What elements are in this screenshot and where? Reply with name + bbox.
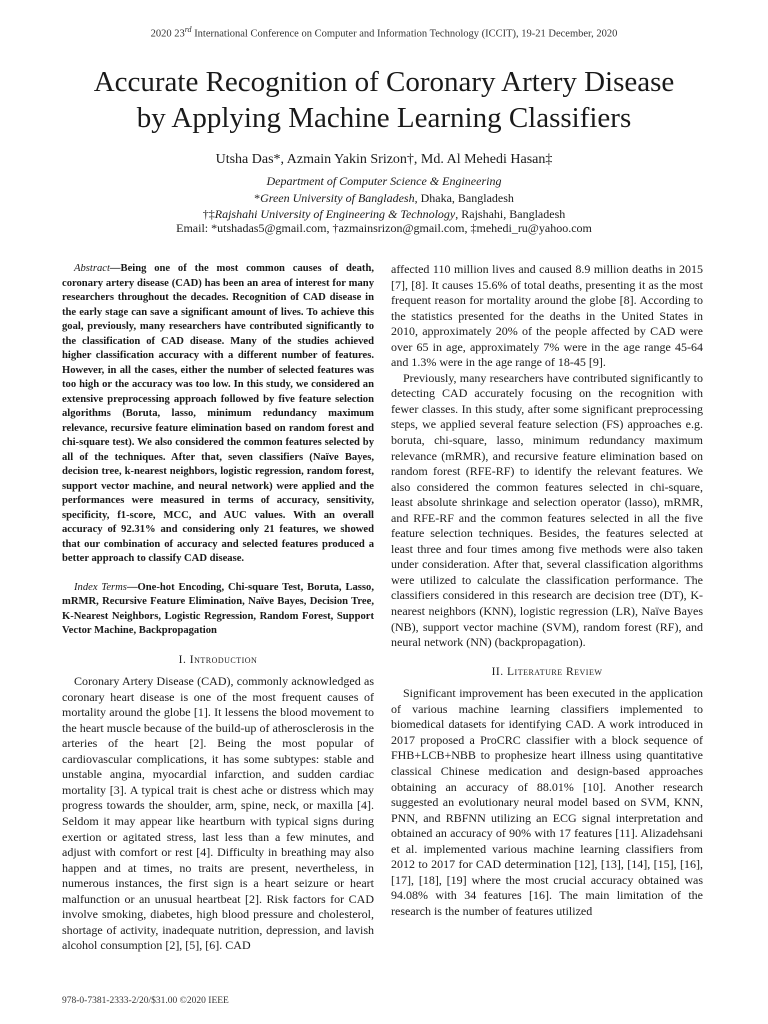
- intro-paragraph-2: Previously, many researchers have contributed significantly to detecting CAD accurately focusing on the recognition with fewer classes. In this study, after some significant preprocessing steps, we applied several feature selection (FS) approaches e.g. boruta, chi-square, lasso, minimum redundancy maximum relevance (mRMR), and recursive feature elimination based on random forest (RFE-RF) to identify the relevant features. We also considered the common features selected in chi-square, least absolute shrinkage and selection operator (lasso), mRMR, and RFE-RF and the common features selected in all the five feature selection techniques. Besides, the features selected at least three and four times among five methods were also taken under consideration. After that, several classification algorithms were utilized to calculate the classification performance. The classifiers considered in this research are decision tree (DT), K-nearest neighbors (KNN), logistic regression (LR), Naïve Bayes (NB), support vector machine (SVM), random forest (RF), and neural network (NN) (backpropagation).: [391, 370, 703, 650]
- email-line: Email: *utshadas5@gmail.com, †azmainsrizon@gmail.com, ‡mehedi_ru@yahoo.com: [176, 221, 592, 235]
- conference-header: 2020 23rd International Conference on Computer and Information Technology (ICCIT), 19-21 December, 2020: [150, 25, 618, 40]
- title-line-1: Accurate Recognition of Coronary Artery Disease: [93, 66, 675, 98]
- affiliation-2: †‡Rajshahi University of Engineering & Technology, Rajshahi, Bangladesh: [202, 207, 566, 221]
- literature-paragraph-1: Significant improvement has been executed in the application of various machine learning classifiers implemented to biomedical datasets for identifying CAD. A work introduced in 2017 proposed a ProCRC classifier with a block sequence of FHB+LCB+NBB to prophesize heart illness using quantitative classical Chinese medication and design-based approaches obtaining an accuracy of 88.01% [10]. Another research suggested an evolutionary neural model based on SVM, KNN, PNN, and RBFNN utilizing an ECG signal interpretation and obtained an accuracy of 90% with 17 features [11]. Alizadehsani et al. implemented various machine learning classifiers from 2012 to 2017 for CAD determination [12], [13], [14], [15], [16], [17], [18], [19] where the most crucial accuracy obtained was 94.08% with 34 features [16]. The main limitation of the research is the number of features utilized: [391, 686, 703, 918]
- affiliation-1: *Green University of Bangladesh, Dhaka, Bangladesh: [254, 191, 514, 205]
- section-heading-introduction: I. Introduction: [178, 653, 258, 666]
- paper-title: [30, 64, 738, 136]
- department: Department of Computer Science & Engineering: [266, 174, 502, 188]
- section-heading-literature-review: II. Literature Review: [491, 665, 603, 678]
- intro-paragraph-1-continued: affected 110 million lives and caused 8.9 million deaths in 2015 [7], [8]. It causes 15.6% of total deaths, presenting it as the most frequent reason for mortality around the globe [8]. According to the statistics presented for the deaths in the United States in 2010, approximately 20% of the people affected by CAD were over 65 in age, approximately 7% were in the age range 45-64 and 1.3% were in the age range of 18-45 [9].: [391, 262, 703, 370]
- copyright-footer: 978-0-7381-2333-2/20/$31.00 ©2020 IEEE: [62, 996, 229, 1006]
- title-line-2: by Applying Machine Learning Classifiers: [136, 102, 632, 134]
- right-column: [391, 262, 703, 919]
- index-terms: Index Terms—One-hot Encoding, Chi-square Test, Boruta, Lasso, mRMR, Recursive Feature Elimination, Naïve Bayes, Decision Tree, K-Nearest Neighbors, Logistic Regression, Random Forest, Support Vector Machine, Backpropagation: [62, 581, 374, 636]
- intro-paragraph-1: Coronary Artery Disease (CAD), commonly acknowledged as coronary heart disease is one of the most frequent causes of mortality around the globe [1]. It lessens the blood movement to the heart muscle because of the build-up of atherosclerosis in the arteries of the heart [2]. Being the most popular of cardiovascular complications, it has some subtypes: stable and unstable angina, myocardial infarction, and sudden cardiac mortality [3]. A typical trait is chest ache or distress which may progress towards the shoulder, arm, spine, neck, or maxilla [4]. Seldom it may appear like heartburn with typical signs during exertion or agitated stress, last less than a few minutes, and adjust with comfort or rest [4]. Difficulty in breathing may also happen and at times, no traits are present, nevertheless, in numerous instances, the first sign is a heart seizure or heart malfunction or an unusual heartbeat [2]. Risk factors for CAD involve smoking, diabetes, high blood pressure and cholesterol, shortage of activity, inadequate nutrition, depression, and lavish alcohol consumption [2], [5], [6]. CAD: [62, 674, 374, 953]
- author-list: Utsha Das*, Azmain Yakin Srizon†, Md. Al Mehedi Hasan‡: [215, 152, 553, 167]
- abstract: Abstract—Being one of the most common causes of death, coronary artery disease (CAD) has been an area of interest for many researchers throughout the decades. Recognition of CAD disease in the early stage can save a significant amount of lives. To achieve this goal, previously, many researchers have contributed significantly to the classification of CAD disease. Many of the studies achieved higher classification accuracy with a different number of features. However, in all the cases, either the number of selected features was too high or the accuracy was too low. In this study, we considered an extensive preprocessing approach followed by five feature selection algorithms (Boruta, lasso, minimum redundancy maximum relevance, recursive feature elimination based on random forest and chi-square test). We also considered the common features selected by all of the techniques. After that, seven classifiers (Naïve Bayes, decision tree, k-nearest neighbors, logistic regression, random forest, support vector machine, and neural network) were applied and the performances were measured in terms of accuracy, sensitivity, specificity, f1-score, MCC, and AUC values. With an overall accuracy of 92.31% and considering only 21 features, we showed that our combination of accuracy and selected features produced a better approach to classify CAD disease.: [62, 263, 374, 564]
- left-column: [62, 262, 374, 954]
